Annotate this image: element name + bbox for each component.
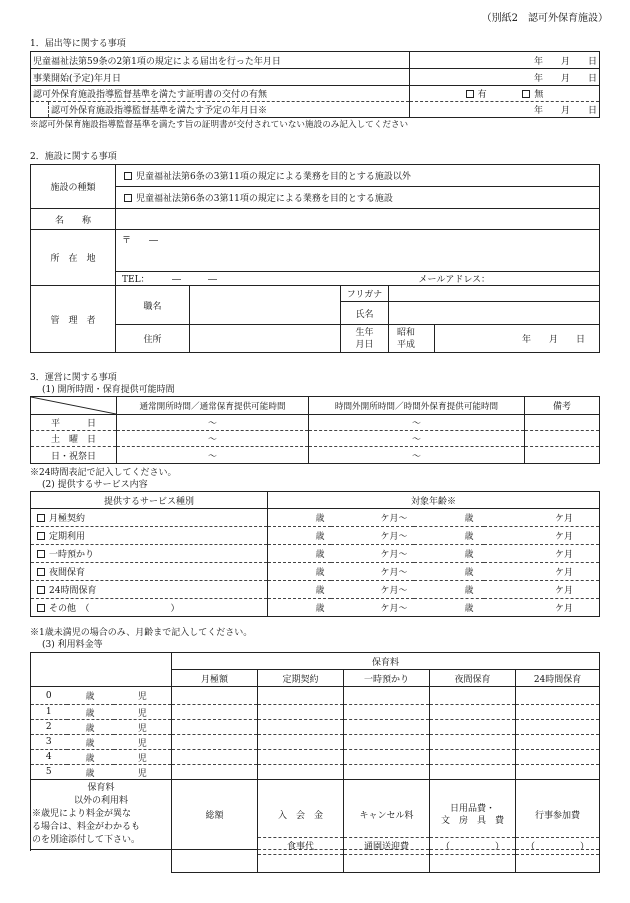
fee-cell[interactable]: [258, 687, 344, 705]
type2-text: 児童福祉法第6条の3第11項の規定による業務を目的とする施設: [136, 194, 393, 204]
service-type-label: 24時間保育: [49, 586, 97, 596]
age-to-years[interactable]: 歳: [414, 545, 484, 563]
age-from-months[interactable]: ケ月～: [331, 545, 414, 563]
name-label: 名 称: [31, 209, 116, 230]
services-note: ※1歳未満児の場合のみ、月齢まで記入してください。: [30, 628, 253, 638]
age-to-months[interactable]: ケ月: [484, 581, 600, 599]
hours-row: [31, 447, 600, 464]
hours-overtime-cell[interactable]: ～: [309, 447, 525, 464]
fee-group-header: 保育料: [172, 653, 600, 670]
hours-day: 土 曜 日: [31, 431, 117, 447]
cert-yes-checkbox[interactable]: [466, 90, 474, 98]
bus-fee-value[interactable]: [344, 854, 430, 872]
tel-field[interactable]: TEL： ― ―: [116, 272, 389, 286]
fee-age: 0: [31, 687, 67, 705]
birth-label: 生年 月日: [341, 325, 389, 353]
fee-ji: 児: [114, 735, 172, 750]
fee-cell[interactable]: [430, 720, 516, 735]
age-from-months[interactable]: ケ月～: [331, 527, 414, 545]
fee-ji: 児: [114, 705, 172, 720]
fee-cell[interactable]: [258, 705, 344, 720]
fee-row: [31, 765, 600, 780]
service-type-cell[interactable]: [31, 545, 268, 563]
address-field[interactable]: 〒 ―: [116, 230, 600, 272]
section1-title: 1．届出等に関する事項: [30, 39, 126, 49]
fee-cell[interactable]: [430, 705, 516, 720]
fee-row: [31, 705, 600, 720]
age-from-years[interactable]: 歳: [268, 545, 331, 563]
fee-cell[interactable]: [172, 720, 258, 735]
fee-cell[interactable]: [258, 765, 344, 780]
service-type-label: 夜間保育: [49, 568, 86, 578]
fee-cell[interactable]: [430, 750, 516, 765]
hours-day: 日・祝祭日: [31, 447, 117, 464]
hours-header-normal: 通常開所時間／通常保育提供可能時間: [117, 397, 309, 415]
fullname-label: 氏名: [341, 302, 389, 325]
fee-cell[interactable]: [172, 705, 258, 720]
service-row: [31, 509, 600, 527]
age-to-years[interactable]: 歳: [414, 509, 484, 527]
service-checkbox[interactable]: [37, 604, 45, 612]
service-row: [31, 545, 600, 563]
fee-header-monthly: 月極額: [172, 670, 258, 687]
fee-sai: 歳: [67, 750, 114, 765]
service-type-cell[interactable]: [31, 509, 268, 527]
fee-cell[interactable]: [258, 735, 344, 750]
fee-header-regular: 定期契約: [258, 670, 344, 687]
other-fees-table: [171, 821, 600, 873]
service-type-cell[interactable]: [31, 527, 268, 545]
fullname-field[interactable]: [389, 302, 600, 325]
cert-label: 認可外保育施設指導監督基準を満たす証明書の交付の有無: [31, 86, 410, 102]
supplies-fee-label: 日用品費・ 文 房 具 費: [430, 780, 516, 850]
hours-row: [31, 431, 600, 447]
events-fee-label: 行事参加費: [516, 780, 600, 850]
meal-fee-value[interactable]: [258, 854, 344, 872]
section3-title: 3．運営に関する事項: [30, 373, 117, 383]
fee-age: 4: [31, 750, 67, 765]
target-age-header: 対象年齢※: [268, 492, 600, 509]
fee-age: 1: [31, 705, 67, 720]
age-to-months[interactable]: ケ月: [484, 527, 600, 545]
email-field[interactable]: メールアドレス：: [389, 272, 600, 286]
facility-type-option2[interactable]: [116, 187, 600, 209]
hours-corner: [31, 397, 117, 415]
fee-ji: 児: [114, 687, 172, 705]
type1-checkbox[interactable]: [124, 172, 132, 180]
section1-note: ※認可外保育施設指導監督基準を満たす旨の証明書が交付されていない施設のみ記入してください: [30, 120, 409, 130]
fee-cell[interactable]: [344, 687, 430, 705]
fee-cell[interactable]: [172, 765, 258, 780]
fee-cell[interactable]: [516, 705, 600, 720]
cert-choice[interactable]: [410, 86, 600, 102]
fee-cell[interactable]: [344, 735, 430, 750]
service-type-label: 定期利用: [49, 532, 86, 542]
header-note: （別紙2 認可外保育施設）: [481, 13, 608, 24]
birth-date-value[interactable]: 年 月 日: [435, 325, 600, 353]
hours-header-overtime: 時間外開所時間／時間外保育提供可能時間: [309, 397, 525, 415]
address-label: 所 在 地: [31, 230, 116, 286]
furigana-field[interactable]: [389, 286, 600, 302]
start-date-label: 事業開始(予定)年月日: [31, 69, 410, 86]
fee-cell[interactable]: [258, 720, 344, 735]
facility-type-option1[interactable]: [116, 165, 600, 187]
fee-cell[interactable]: [172, 687, 258, 705]
hours-remarks-cell[interactable]: [525, 447, 600, 464]
age-from-years[interactable]: 歳: [268, 527, 331, 545]
fee-ji: 児: [114, 750, 172, 765]
age-to-months[interactable]: ケ月: [484, 509, 600, 527]
hours-normal-cell[interactable]: ～: [117, 415, 309, 431]
service-row: [31, 527, 600, 545]
age-from-years[interactable]: 歳: [268, 509, 331, 527]
fee-cell[interactable]: [172, 735, 258, 750]
planned-date-label: 認可外保育施設指導監督基準を満たす予定の年月日※: [49, 102, 410, 118]
meal-fee-label: 食事代: [258, 837, 344, 854]
fee-age: 3: [31, 735, 67, 750]
fee-cell[interactable]: [344, 750, 430, 765]
fee-header-night: 夜間保育: [430, 670, 516, 687]
fee-cell[interactable]: [516, 765, 600, 780]
service-checkbox[interactable]: [37, 586, 45, 594]
hours-overtime-cell[interactable]: ～: [309, 431, 525, 447]
fee-cell[interactable]: [430, 765, 516, 780]
total-label: 総額: [172, 780, 258, 850]
service-type-cell[interactable]: [31, 599, 268, 617]
age-to-months[interactable]: ケ月: [484, 599, 600, 617]
service-checkbox[interactable]: [37, 550, 45, 558]
service-row: [31, 599, 600, 617]
fee-row: [31, 735, 600, 750]
fee-age: 2: [31, 720, 67, 735]
cert-no-label: 無: [534, 90, 544, 100]
custom-fee-label-1[interactable]: （ ）: [430, 837, 516, 854]
fee-age: 5: [31, 765, 67, 780]
facility-type-label: 施設の種類: [31, 165, 116, 209]
type2-checkbox[interactable]: [124, 194, 132, 202]
service-type-cell[interactable]: [31, 563, 268, 581]
cancel-fee-label: キャンセル料: [344, 780, 430, 850]
job-title-field[interactable]: [190, 286, 341, 325]
fee-cell[interactable]: [344, 720, 430, 735]
age-from-months[interactable]: ケ月～: [331, 563, 414, 581]
age-from-years[interactable]: 歳: [268, 581, 331, 599]
supplies-fee-value[interactable]: [430, 821, 516, 837]
fee-sai: 歳: [67, 720, 114, 735]
custom-fee-value-2[interactable]: [516, 854, 600, 872]
age-from-months[interactable]: ケ月～: [331, 581, 414, 599]
start-date-value[interactable]: 年 月 日: [410, 69, 600, 86]
service-checkbox[interactable]: [37, 514, 45, 522]
age-from-years[interactable]: 歳: [268, 599, 331, 617]
hours-day: 平 日: [31, 415, 117, 431]
fee-sai: 歳: [67, 765, 114, 780]
age-to-years[interactable]: 歳: [414, 581, 484, 599]
name-field[interactable]: [116, 209, 600, 230]
age-to-years[interactable]: 歳: [414, 563, 484, 581]
fee-row: [31, 720, 600, 735]
bus-fee-label: 通園送迎費: [344, 837, 430, 854]
fee-cell[interactable]: [516, 750, 600, 765]
fee-sai: 歳: [67, 705, 114, 720]
other-fees-label: 保育料 以外の利用料 ※歳児により料金が異な る場合は、料金がわかるも のを別途添付して下さい。: [31, 780, 172, 850]
service-type-cell[interactable]: [31, 581, 268, 599]
fee-cell[interactable]: [516, 735, 600, 750]
admin-label: 管 理 者: [31, 286, 116, 353]
type1-text: 児童福祉法第6条の3第11項の規定による業務を目的とする施設以外: [136, 172, 411, 182]
age-from-months[interactable]: ケ月～: [331, 599, 414, 617]
home-address-field[interactable]: [190, 325, 341, 353]
fee-cell[interactable]: [430, 687, 516, 705]
hours-note: ※24時間表記で記入してください。: [30, 468, 177, 478]
enroll-fee-value[interactable]: [258, 821, 344, 837]
fee-cell[interactable]: [516, 687, 600, 705]
furigana-label: フリガナ: [341, 286, 389, 302]
service-row: [31, 563, 600, 581]
hours-normal-cell[interactable]: ～: [117, 431, 309, 447]
fee-header-24h: 24時間保育: [516, 670, 600, 687]
notified-date-value[interactable]: 年 月 日: [410, 52, 600, 69]
fee-header-temporary: 一時預かり: [344, 670, 430, 687]
hours-remarks-cell[interactable]: [525, 415, 600, 431]
hours-subtitle: (1) 開所時間・保育提供可能時間: [42, 385, 175, 395]
hours-row: [31, 415, 600, 431]
enroll-fee-label: 入 会 金: [258, 780, 344, 850]
fee-cell[interactable]: [172, 750, 258, 765]
hours-overtime-cell[interactable]: ～: [309, 415, 525, 431]
fees-subtitle: (3) 利用料金等: [42, 640, 103, 650]
service-checkbox[interactable]: [37, 532, 45, 540]
age-to-years[interactable]: 歳: [414, 527, 484, 545]
fee-cell[interactable]: [258, 750, 344, 765]
fee-ji: 児: [114, 720, 172, 735]
fee-row: [31, 750, 600, 765]
cert-no-checkbox[interactable]: [522, 90, 530, 98]
service-checkbox[interactable]: [37, 568, 45, 576]
fee-row: [31, 687, 600, 705]
cert-yes-label: 有: [477, 90, 487, 100]
service-type-label: 一時預かり: [49, 550, 95, 560]
fee-cell[interactable]: [344, 705, 430, 720]
fee-cell[interactable]: [516, 720, 600, 735]
service-type-header: 提供するサービス種別: [31, 492, 268, 509]
hours-table: [30, 396, 600, 464]
fee-sai: 歳: [67, 735, 114, 750]
planned-date-value[interactable]: 年 月 日: [410, 102, 600, 118]
age-to-years[interactable]: 歳: [414, 599, 484, 617]
age-to-months[interactable]: ケ月: [484, 563, 600, 581]
hours-normal-cell[interactable]: ～: [117, 447, 309, 464]
hours-remarks-cell[interactable]: [525, 431, 600, 447]
fee-sai: 歳: [67, 687, 114, 705]
fee-ji: 児: [114, 765, 172, 780]
age-to-months[interactable]: ケ月: [484, 545, 600, 563]
custom-fee-value-1[interactable]: [430, 854, 516, 872]
service-row: [31, 581, 600, 599]
service-type-label: 月極契約: [49, 514, 86, 524]
notified-date-label: 児童福祉法第59条の2第1項の規定による届出を行った年月日: [31, 52, 410, 69]
services-subtitle: (2) 提供するサービス内容: [42, 480, 148, 490]
section2-table: [30, 164, 600, 353]
section2-title: 2．施設に関する事項: [30, 152, 117, 162]
fee-cell[interactable]: [344, 765, 430, 780]
service-type-label: その他 （ ）: [49, 604, 180, 614]
services-table: [30, 491, 600, 617]
home-address-label: 住所: [116, 325, 190, 353]
birth-era[interactable]: 昭和 平成: [389, 325, 435, 353]
hours-header-remarks: 備考: [525, 397, 600, 415]
section1-table: [30, 51, 600, 118]
cancel-fee-value[interactable]: [344, 821, 430, 837]
age-from-years[interactable]: 歳: [268, 563, 331, 581]
job-title-label: 職名: [116, 286, 190, 325]
fee-cell[interactable]: [430, 735, 516, 750]
age-from-months[interactable]: ケ月～: [331, 509, 414, 527]
custom-fee-label-2[interactable]: （ ）: [516, 837, 600, 854]
events-fee-value[interactable]: [516, 821, 600, 837]
